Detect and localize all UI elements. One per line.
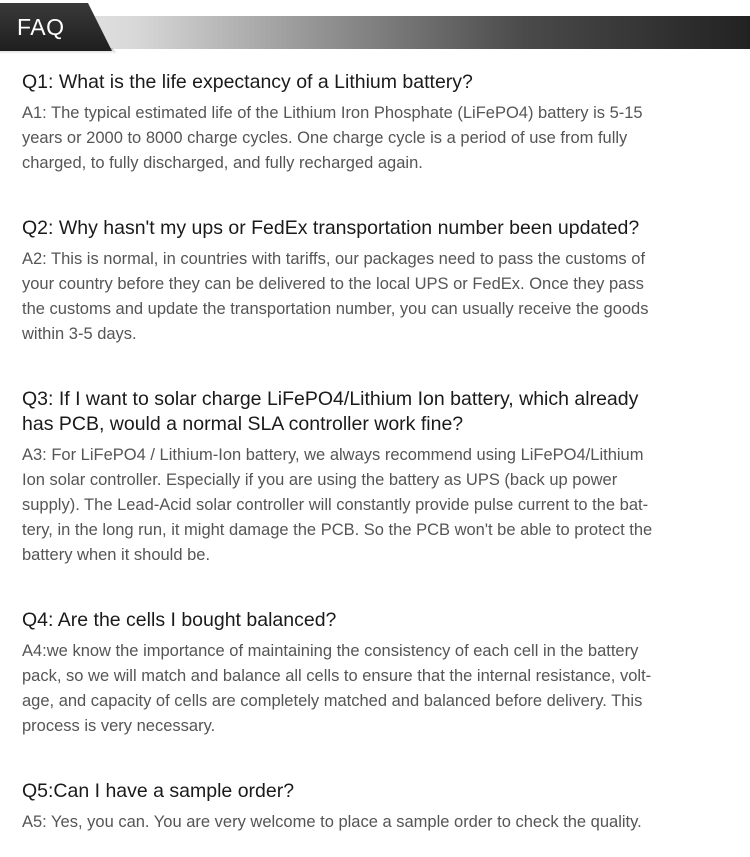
answer-line: pack, so we will match and balance all cells to ensure that the internal resistance, volt- (22, 667, 652, 685)
faq-item-2 (22, 216, 737, 347)
question-line: has PCB, would a normal SLA controller work fine? (22, 413, 464, 435)
header-gradient-bar (0, 16, 750, 49)
question-3 (22, 387, 737, 437)
answer-line: within 3-5 days. (22, 325, 137, 343)
question-line: Q3: If I want to solar charge LiFePO4/Lithium Ion battery, which already (22, 388, 639, 410)
answer-2 (22, 247, 737, 347)
faq-header (0, 0, 750, 56)
answer-line: the customs and update the transportation number, you can usually receive the goods (22, 300, 649, 318)
faq-item-1 (22, 70, 737, 176)
answer-line: Ion solar controller. Especially if you are using the battery as UPS (back up power (22, 471, 618, 489)
answer-line: A4:we know the importance of maintaining the consistency of each cell in the battery (22, 642, 639, 660)
faq-item-4 (22, 608, 737, 739)
answer-line: A2: This is normal, in countries with tariffs, our packages need to pass the customs of (22, 250, 646, 268)
answer-line: battery when it should be. (22, 546, 211, 564)
question-5: Q5:Can I have a sample order? (22, 780, 295, 802)
answer-line: charged, to fully discharged, and fully recharged again. (22, 154, 423, 172)
answer-1 (22, 101, 737, 176)
answer-line: A3: For LiFePO4 / Lithium-Ion battery, we always recommend using LiFePO4/Lithium (22, 446, 644, 464)
question-4: Q4: Are the cells I bought balanced? (22, 609, 337, 631)
answer-line: A5: Yes, you can. You are very welcome to place a sample order to check the quality. (22, 813, 642, 831)
answer-line: tery, in the long run, it might damage the PCB. So the PCB won't be able to protect the (22, 521, 653, 539)
answer-line: supply). The Lead-Acid solar controller will constantly provide pulse current to the bat- (22, 496, 649, 514)
faq-item-3 (22, 387, 737, 568)
faq-item-5 (22, 779, 737, 835)
answer-3 (22, 443, 737, 568)
answer-line: age, and capacity of cells are completely matched and balanced before delivery. This (22, 692, 643, 710)
answer-4 (22, 639, 737, 739)
answer-line: A1: The typical estimated life of the Lithium Iron Phosphate (LiFePO4) battery is 5-15 (22, 104, 643, 122)
answer-line: years or 2000 to 8000 charge cycles. One charge cycle is a period of use from fully (22, 129, 628, 147)
page-title: FAQ (17, 14, 65, 40)
answer-5 (22, 810, 737, 835)
answer-line: your country before they can be delivered to the local UPS or FedEx. Once they pass (22, 275, 644, 293)
question-1: Q1: What is the life expectancy of a Lithium battery? (22, 71, 473, 93)
question-2: Q2: Why hasn't my ups or FedEx transportation number been updated? (22, 217, 640, 239)
answer-line: process is very necessary. (22, 717, 216, 735)
